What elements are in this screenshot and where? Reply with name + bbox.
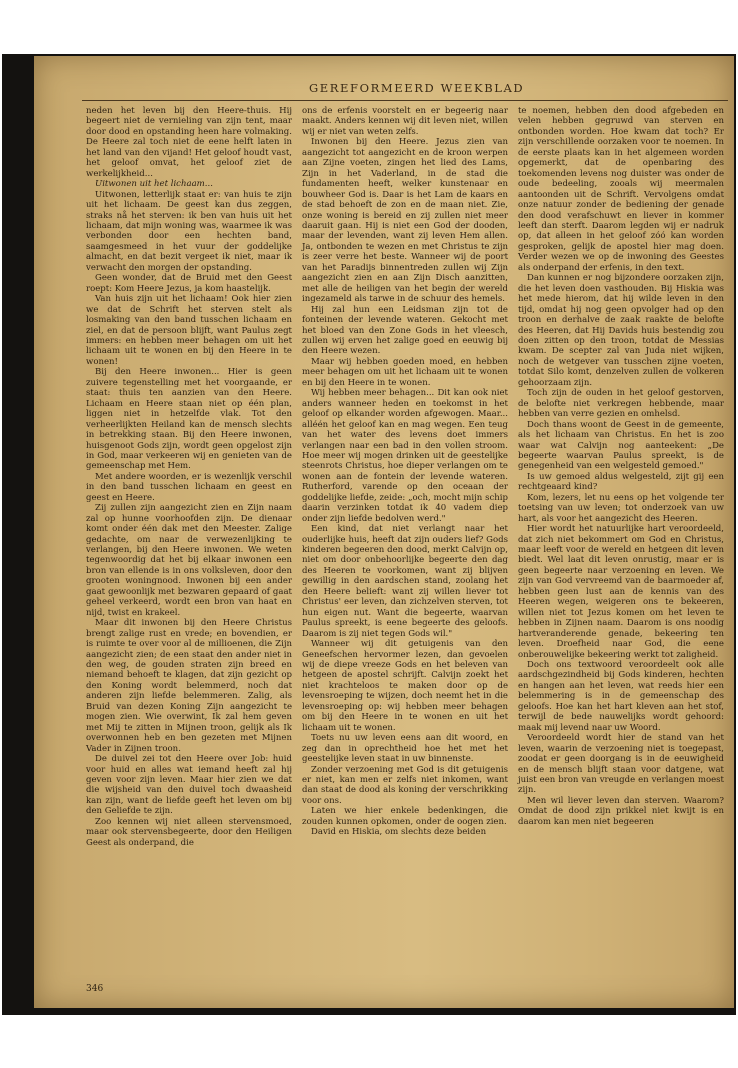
header-rule (82, 100, 728, 101)
paragraph: Uitwonen uit het lichaam... (95, 179, 213, 190)
paragraph: Een kind, dat niet verlangt naar het ouderlijke huis, heeft dat zijn ouders lief? Gods kinderen begeeren den dood, merkt Calvijn op, niet om door onbehoorlijke begeerte den dag des Heeren te voorkomen, want zij blijven gewillig in den aardschen stand, zoolang het den Heere belieft: want zij willen liever tot Christus' eer leven, dan zichzelven sterven, tot hun eigen nut. Want die begeerte, waarvan Paulus spreekt, is eene begeerte des geloofs. Daarom is zij niet tegen Gods wil." (302, 524, 508, 639)
text-column-1 (86, 106, 292, 848)
paragraph: Maar dit inwonen bij den Heere Christus brengt zalige rust en vrede; en bovendien, er is ruimte te over voor al de millioenen, die Zijn aangezicht zien; de een staat den ander niet in den weg, de gouden straten zijn breed en niemand behoeft te klagen, dat zijn gezicht op den Koning wordt belemmerd, noch dat anderen zijn liefde belemmeren. Zalig, als Bruid van dezen Koning Zijn aangezicht te mogen zien. Wie overwint, Ik zal hem geven met Mij te zitten in Mijnen troon, gelijk als Ik overwonnen heb en ben gezeten met Mijnen Vader in Zijnen troon. (86, 618, 292, 754)
paragraph: Wij hebben meer behagen... Dit kan ook niet anders wanneer heden en toekomst in het geloof op elkander worden afgewogen. Maar... alléén het geloof kan en mag wegen. Een teug van het water des levens doet immers verlangen naar een bad in den vollen stroom. Hoe meer wij mogen drinken uit de geestelijke steenrots Christus, hoe dieper verlangen om te wonen aan de fontein der levende wateren. Rutherford, varende op den oceaan der goddelijke liefde, zeide: „och, mocht mijn schip daarin verzinken totdat ik 40 vadem diep onder zijn liefde bedolven werd." (302, 388, 508, 524)
paragraph: Zoo kennen wij niet alleen stervensmoed, maar ook stervensbegeerte, door den Heiligen Geest als onderpand, die (86, 816, 292, 848)
paragraph: Toch zijn de ouden in het geloof gestorven, de belofte niet verkregen hebbende, maar hebben van verre gezien en omhelsd. (518, 388, 724, 420)
paragraph: Hij zal hun een Leidsman zijn tot de fonteinen der levende wateren. Gekocht met het bloed van den Zone Gods in het vleesch, zullen wij erven het zalige goed en eeuwig bij den Heere wezen. (302, 304, 508, 357)
scan-border (2, 54, 736, 1015)
paragraph: Kom, lezers, let nu eens op het volgende ter toetsing van uw leven; tot onderzoek van uw hart, als voor het aangezicht des Heeren. (518, 492, 724, 524)
text-column-2 (302, 106, 508, 838)
paragraph: te noemen, hebben den dood afgebeden en velen hebben gegruwd van sterven en ontbonden worden. Hoe kwam dat toch? Er zijn verschillende oorzaken voor te noemen. In de eerste plaats kan in het algemeen worden opgemerkt, dat de openbaring des toekomenden levens nog duister was onder de oude bedeeling, zooals wij meermalen aantoonden uit de Schrift. Vervolgens omdat onze natuur zonder de bediening der genade den dood verafschuwt en liever in kommer leeft dan sterft. Daarom legden wij er nadruk op, dat alleen in het geloof zóó kan worden gesproken, gelijk de apostel hier mag doen. Verder wezen we op de inwoning des Geestes als onderpand der erfenis, in den text. (518, 106, 724, 273)
paragraph: Hier wordt het natuurlijke hart veroordeeld, dat zich niet bekommert om God en Christus, maar leeft voor de wereld en hetgeen dit leven biedt. Wel laat dit leven onrustig, maar er is geen begeerte naar verzoening en leven. We zijn van God vervreemd van de baarmoeder af, hebben geen lust aan de kennis van des Heeren wegen, weigeren ons te bekeeren, willen niet tot Jezus komen om het leven te hebben in Zijnen naam. Daarom is ons noodig hartveranderende genade, bekeering ten leven. Droefheid naar God, die eene onberouwelijke bekeering werkt tot zaligheid. (518, 524, 724, 660)
paragraph: David en Hiskia, om slechts deze beiden (311, 827, 487, 838)
paragraph: Zij zullen zijn aangezicht zien en Zijn naam zal op hunne voorhoofden zijn. De dienaar komt onder één dak met den Meester. Zalige gedachte, om naar de verwezenlijking te verlangen, bij den Heere inwonen. We weten tegenwoordig dat het bij elkaar inwonen een bron van ellende is in ons volksleven, door den grooten woningnood. Inwonen bij een ander gaat gewoonlijk met bezwaren gepaard of gaat geheel verkeerd, wordt een bron van haat en nijd, twist en krakeel. (86, 503, 292, 618)
page-number: 346 (86, 984, 104, 994)
paragraph: Men wil liever leven dan sterven. Waarom? Omdat de dood zijn prikkel niet kwijt is en daarom kan men niet begeeren (518, 795, 724, 827)
running-header: GEREFORMEERD WEEKBLAD (309, 81, 525, 95)
paragraph: neden het leven bij den Heere-thuis. Hij begeert niet de vernieling van zijn tent, maar door dood en opstanding heen hare volmaking. De Heere zal toch niet de eene helft laten in het land van den vijand! Het geloof houdt vast, het geloof omvat, het geloof ziet de werkelijkheid... (86, 106, 292, 179)
paragraph: Veroordeeld wordt hier de stand van het leven, waarin de verzoening niet is toegepast, zoodat er geen doorgang is in de eeuwigheid en de mensch blijft staan voor datgene, wat juist een bron van vreugde en verlangen moest zijn. (518, 733, 724, 796)
paragraph: Inwonen bij den Heere. Jezus zien van aangezicht tot aangezicht en de kroon werpen aan Zijne voeten, zingen het lied des Lams, Zijn in het Vaderland, in de stad die fundamenten heeft, welker kunstenaar en bouwheer God is. Daar is het Lam de kaars en de stad behoeft de zon en de maan niet. Zie, onze woning is bereid en zij zullen niet meer daaruit gaan. Hij is niet een God der dooden, maar der levenden, want zij leven Hem allen. Ja, ontbonden te wezen en met Christus te zijn is zeer verre het beste. Wanneer wij de poort van het Paradijs binnentreden zullen wij Zijn aangezicht zien en aan Zijn Disch aanzitten, met alle de heiligen van het begin der wereld ingezameld als tarwe in de schuur des hemels. (302, 137, 508, 305)
paragraph: Wanneer wij dit getuigenis van den Geneefschen hervormer lezen, dan gevoelen wij de diepe vreeze Gods en het beleven van hetgeen de apostel schrijft. Calvijn zoekt het niet krachteloos te maken door op de levensroeping te wijzen, doch neemt het in die levensroeping op: wij hebben meer behagen om bij den Heere in te wonen en uit het lichaam uit te wonen. (302, 639, 508, 733)
paragraph: Toets nu uw leven eens aan dit woord, en zeg dan in oprechtheid hoe het met het geestelijke leven staat in uw binnenste. (302, 733, 508, 765)
paragraph: Doch thans woont de Geest in de gemeente, als het lichaam van Christus. En het is zoo waar wat Calvijn nog aanteekent: „De begeerte waarvan Paulus spreekt, is de genegenheid van een welgesteld gemoed." (518, 419, 724, 472)
paragraph: Met andere woorden, er is wezenlijk verschil in den band tusschen lichaam en geest en geest en Heere. (86, 471, 292, 503)
newspaper-page (34, 56, 734, 1008)
paragraph: Van huis zijn uit het lichaam! Ook hier zien we dat de Schrift het sterven stelt als losmaking van den band tusschen lichaam en ziel, en dat de persoon blijft, want Paulus zegt immers: en hebben meer behagen om uit het lichaam uit te wonen en bij den Heere in te wonen! (86, 294, 292, 367)
paragraph: Doch ons textwoord veroordeelt ook alle aardschgezindheid bij Gods kinderen, hechten en hangen aan het leven, wat reeds hier een belemmering is in de gemeenschap des geloofs. Hoe kan het hart kleven aan het stof, terwijl de bede nauwelijks wordt gehoord: maak mij levend naar uw Woord. (518, 660, 724, 733)
paragraph: Is uw gemoed aldus welgesteld, zijt gij een rechtgeaard kind? (518, 471, 724, 493)
paragraph: Laten we hier enkele bedenkingen, die zouden kunnen opkomen, onder de oogen zien. (302, 806, 508, 827)
paragraph: Geen wonder, dat de Bruid met den Geest roept: Kom Heere Jezus, ja kom haastelijk. (86, 273, 292, 294)
text-column-3 (518, 106, 724, 827)
paragraph: Dan kunnen er nog bijzondere oorzaken zijn, die het leven doen vasthouden. Bij Hiskia was het mede hierom, dat hij wilde leven in den tijd, omdat hij nog geen opvolger had op den troon en derhalve de zaak raakte de belofte des Heeren, dat Hij Davids huis bestendig zou doen zitten op den troon, totdat de Messias kwam. De scepter zal van Juda niet wijken, noch de wetgever van tusschen zijne voeten, totdat Silo komt, denzelven zullen de volkeren gehoorzaam zijn. (518, 273, 724, 388)
paragraph: Bij den Heere inwonen... Hier is geen zuivere tegenstelling met het voorgaande, er staat: thuis ten aanzien van den Heere. Lichaam en Heere staan niet op één plan, liggen niet in hetzelfde vlak. Tot den verheerlijkten Heiland kan de mensch slechts in betrekking staan. Bij den Heere inwonen, huisgenoot Gods zijn, wordt geen opgelost zijn in God, maar verkeeren wij en genieten van de gemeenschap met Hem. (86, 367, 292, 472)
paragraph: Zonder verzoening met God is dit getuigenis er niet, kan men er zelfs niet inkomen, want dan staat de dood als koning der verschrikking voor ons. (302, 764, 508, 806)
paragraph: ons de erfenis voorstelt en er begeerig naar maakt. Anders kennen wij dit leven niet, willen wij er niet van weten zelfs. (302, 106, 508, 137)
paragraph: Maar wij hebben goeden moed, en hebben meer behagen om uit het lichaam uit te wonen en bij den Heere in te wonen. (302, 356, 508, 388)
paragraph: De duivel zei tot den Heere over Job: huid voor huid en alles wat iemand heeft zal hij geven voor zijn leven. Maar hier zien we dat die wijsheid van den duivel toch dwaasheid kan zijn, want de liefde geeft het leven om bij den Geliefde te zijn. (86, 754, 292, 817)
paragraph: Uitwonen, letterlijk staat er: van huis te zijn uit het lichaam. De geest kan dus zeggen, straks nå het sterven: ik ben van huis uit het lichaam, dat mijn woning was, waarmee ik was verbonden door een hechten band, saamgesmeed in het vuur der goddelijke almacht, en dat bezit vergeet ik niet, maar ik verwacht den morgen der opstanding. (86, 189, 292, 273)
